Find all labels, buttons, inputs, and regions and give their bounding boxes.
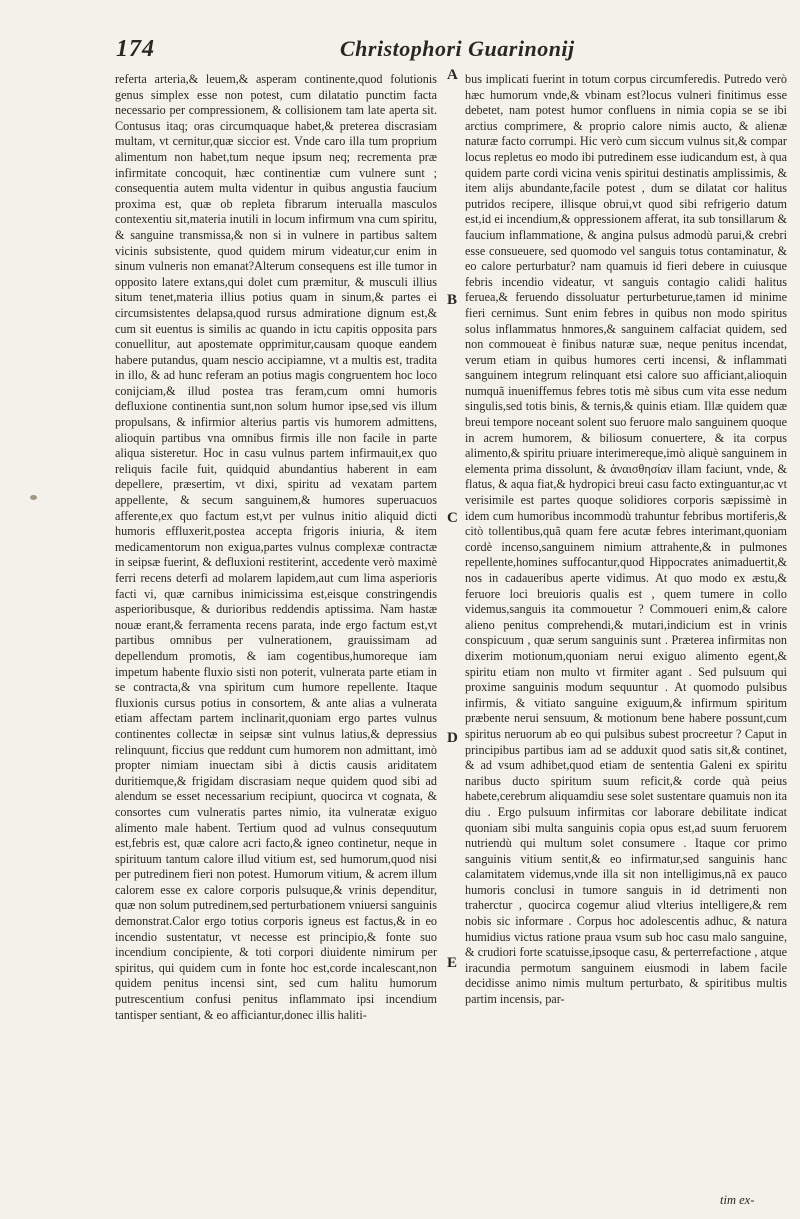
margin-letter-b: B xyxy=(447,292,458,308)
running-head: Christophori Guarinonij xyxy=(340,36,575,61)
page-header xyxy=(0,36,800,70)
margin-letter-d: D xyxy=(447,730,458,746)
catchword: tim ex- xyxy=(720,1193,755,1207)
margin-letter-c: C xyxy=(447,510,458,526)
page-number: 174 xyxy=(116,36,155,62)
margin-letter-e: E xyxy=(447,955,458,971)
ink-blot xyxy=(30,495,37,500)
left-column xyxy=(115,72,437,1023)
margin-letter-a: A xyxy=(447,67,458,83)
right-column xyxy=(465,72,787,1008)
right-column-text: bus implicati fuerint in totum corpus circumferedis. Putredo verò hæc humorum vnde,& vbinam est?locus vulneri finitimus esse debetet, nam potest humor confluens in nimia copia se se ibi arctius comprimere, & proprio calore nimis aucto, & alienæ naturæ facto corrumpi. Hic verò cum siccum vulnus sit,& compar locus repletus eo modo ibi putredinem esse iudicandum est, à qua quidem parte cordi vicina venis spiritui destinatis amplissimis, & item alijs abundante,facile potest , dum se dilatat cor halitus putridos recipere, illisque obrui,vt quod sibi refrigerio datum est,id ei incendium,& oppressionem afferat, ita sub tonsillarum & faucium inflammatione, & angina pulsus admodù parui,& crebri esse consueuere, sed quomodo vel sanguis totus contaminatur, & eo calore perturbatur? nam quamuis id fieri debere in cuiusque febris incendio videatur, vt sanguis contagio calidi halitus feruea,& feruendo dissoluatur perturbeturue,tamen id minime fieri cernimus. Sunt enim febres in quibus non modo spiritus solus inflammatus hnmores,& sanguinem calfaciat quidem, sed non commoueat è finibus naturæ suæ, neque penitus incendat, verum etiam in quibus humores certi incensi, & inflammati sanguinem integrum relinquant etsi calore suo afficiant,alioquin numquã inueniffemus febres totis mè sibus cum vita esse nedum singulis,sed totis binis, & ternis,& quinis etiam. Illæ quidem quæ breui tempore noceant solent suo feruore malo sanguinem quoque in acrem humorem, & biliosum conuertere, & ita corpus alimento,& spiritu priuare interimereque,imò aliquè sanguinem in elementa prima dissolunt, & ἀναισθησίαν illam faciunt, vnde, & flatus, & aqua fiat,& hydropici breui casu facto extinguantur,ac vt verisimile est partes quoque solidiores corporis sæpissimè in idem cum humoribus incommodù trahuntur febribus mortiferis,& citò tollentibus,quã quam fere acutæ febres interimant,quoniam cordè incenso,sanguinem nimium attrahente,& in pulmones repellente,homines suffocantur,quod Hippocrates animaduertit,& nos in cadaueribus aperte vidimus. At quo modo ex æstu,& feruore loci breuioris qualis est , quem tumere in collo videmus,sanguis ita commouetur ? Commoueri enim,& calore alieno penitus comprehendi,& mutari,indicium est in vrinis conspicuum , quæ serum sanguinis sunt . Præterea infirmitas non dixerim motionum,quoniam nerui exiguo alimento egent,& spiritu etiam non multo vt firmiter agant . Sed pulsuum qui proxime sanguinis modum sequuntur . At quomodo pulsibus infirmis, & vitiato sanguine exiguum,& infirmum spiritum præbente nerui sensuum, & motionum bene habere possunt,cum spiritus neruorum ab eo qui pulsibus subest procreetur ? Caput in principibus partibus iam ad se adduxit quod satis sit,& continet, & ad vsum adhibet,quod etiam de sententia Galeni ex spiritu naribus ducto spiritum suum reficit,& corde quà peius habete,cerebrum aliquamdiu sese solet sustentare quamuis non ita diu . Ergo pulsuum infirmitas cor laborare debilitate indicat quoniam sibi multa sanguinis copia opus est,ad suum feruorem nutriendù qui multum solet consumere . Itaque cor primo sanguinis vitium sentit,& eo infirmatur,sed sanguinis hanc calamitatem videmus,vnde illa sit non intelligimus,nã ex pauco humoris conclusi in tumore sanguis in id detrimenti non traherctur , quocirca cogemur aliud vlterius intelligere,& rem nobis sic informare . Corpus hoc adolescentis adhuc, & natura humidius victus ratione praua vsum sub hoc casu malo sanguine, & crudiori forte scatuisse,ipsoque casu, & perterrefactione , atque iracundia permotum sanguinem eiusmodi in labem facile decidisse animo nimis multum perturbato, & spiritibus multis partim incensis, par- xyxy=(465,72,787,1007)
left-column-text: referta arteria,& leuem,& asperam continente,quod folutionis genus simplex esse non potest, cum dilatatio punctim facta necessario per compressionem, & collisionem tam late aperta sit. Contusus itaq; oras circumquaque habet,& preterea discrasiam multam, vt cernitur,quæ siccior est. Vnde caro illa tum proprium alimentum non habet,tum neque ipsum neq; recrementa præ infirmitate concoquit, hæc continentiæ cum vulnere sunt ; consequentia autem multa videntur in quibus angustia faucium proxima est, quæ ob repleta fibrarum interualla masculos contexentiu sit,materia inutili in locum infirmum vna cum spiritu, & sanguine transmissa,& non si in vulnere in partibus saltem vicinis subsistente, quod quidem mirum videatur,cur enim in sinum vulneris non emanat?Alterum consequens est ille tumor in opposito latere extans,qui dolet cum præmitur, & musculi illius situm tenet,materia illius potius quam in sinum,& partes ei circumsistentes delapsa,quod rursus admiratione dignum est,& cum sit euentus is similis ac quando in ictu capitis opposita pars conuellitur, aut apostemate opprimitur,causam quoque eandem habere putandus, quam nescio accipiamne, vt a multis est, tradita in illo, & ad hunc referam an potius magis congruentem hoc loco conijciam,& illud postea tras feram,cum omni humoris defluxione continentia sunt,non solum humor ipse,sed vis illum propulsans, & infirmior alterius partis vis humorem admittens, alioquin partibus vna omnibus firmis ille non facile in parte aliqua sisteretur. Hoc in casu vulnus partem infirmauit,ex quo reliquis facile fuit, quidquid abundantius haberent in eam depellere, præsertim, vt dixi, spiritu ad vexatam partem appellente, & secum sanguinem,& humores superuacuos afferente,ex quo factum est,vt per vulnus initio aliquid dicti humoris effluxerit,postea accepta frigoris iniuria, & item medicamentorum non exigua,partes vulnus complexæ contractæ in seipsæ fuerint, & defluxioni restiterint, accedente verò maximè ferri recens deterfi ad molarem lapidem,aut cum lima asperioris facti vi, quæ carnibus inimicissima est,eisque constringendis asperioribusque, & durioribus reddendis aptissima. Nam hastæ nouæ erant,& ferramenta recens parata, inde ergo factum est,vt partibus omnibus per vulnerationem, grauissimam ad depellendum promotis, & iam cogentibus,humoreque iam impetum habente fluxio sisti non poterit, vulnerata parte etiam in se contracta,& vna spiritum cum humore repellente. Itaque fluxionis cursus potius in consortem, & ante alias a vulnerata etiam affectam partem inclinarit,quoniam ergo partes vulnus continentes collectæ in seipsæ sint vulnus latius,& depressius relinquunt, ficcius que reddunt cum humorem non admittant, imò propter nimiam inuectam sibi à dictis causis ariditatem duritiemque,& frigidam discrasiam neque quidem quod sibi ad alendum se esset necessarium recipiunt, quocirca vt cognata, & consortes cum vulneratis partes nimio, ita vulneratæ exiguo alimento male habent. Tertium quod ad vulnus consequutum est,febris est, quæ calore acri facto,& igneo continetur, neque in spirituum tantum calore illud vitium est, sed humorum,quod nisi per putredinem fieri non potest. Humorum vitium, & acrem illum calorem esse ex calore corporis pulsuque,& vrinis dependitur, quæ non solum putredinem,sed perturbationem vniuersi sanguinis demonstrat.Calor ergo totius corporis igneus est factus,& in eo incendio sustentatur, vt necesse est principio,& fonte suo incendium concipiente, & toti corpori diuidente nimirum per spiritus, qui quidem cum in fonte hoc est,corde incalescant,non quidem penitus incensi sint, sed cum halitu humorum putrescentium confusi penitus inflammato ipsi incendium tantisper sentiant, & eo afficiantur,donec illis haliti- xyxy=(115,72,437,1022)
